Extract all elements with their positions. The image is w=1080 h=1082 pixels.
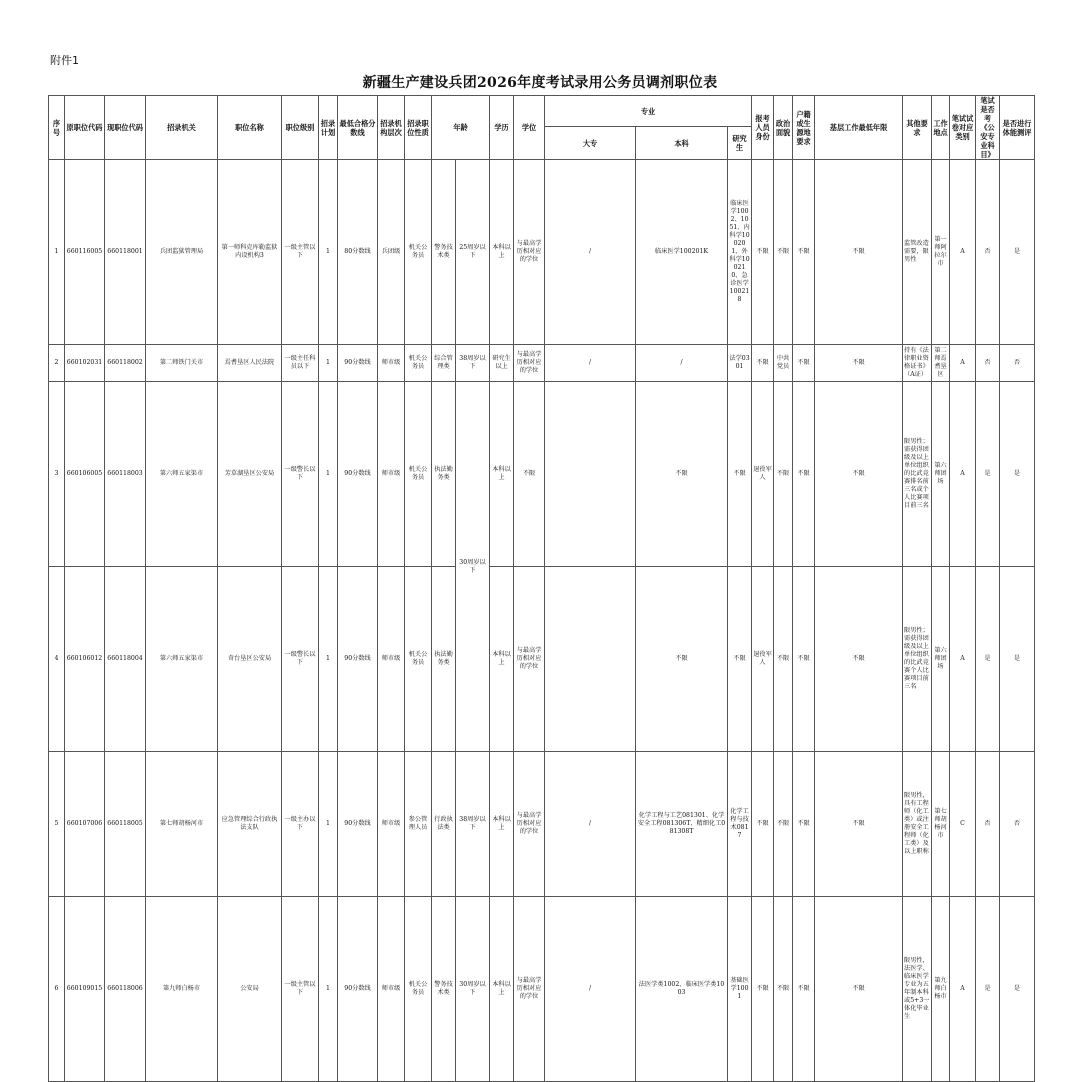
cell-police-test: 是 xyxy=(976,897,1000,1082)
cell-fitness: 否 xyxy=(1000,345,1035,382)
header-position: 职位名称 xyxy=(218,96,282,160)
cell-seq: 5 xyxy=(49,752,65,897)
cell-type: 警务技术类 xyxy=(432,160,456,345)
cell-level: 一级主任科员以下 xyxy=(282,345,319,382)
cell-level: 一级主办以下 xyxy=(282,752,319,897)
cell-age: 30周岁以下 xyxy=(456,382,490,752)
cell-exam-type: A xyxy=(950,160,976,345)
cell-exam-type: A xyxy=(950,567,976,752)
cell-location: 第六师团场 xyxy=(932,567,950,752)
cell-graduate: 临床医学1002、1051、内科学100201、外科学100210、急诊医学100218 xyxy=(728,160,752,345)
cell-college: / xyxy=(545,752,636,897)
cell-nature: 机关公务员 xyxy=(405,567,432,752)
header-grassroots: 基层工作最低年限 xyxy=(815,96,903,160)
cell-type: 警务技术类 xyxy=(432,897,456,1082)
cell-identity: 不限 xyxy=(752,345,774,382)
cell-graduate: 化学工程与技术0817 xyxy=(728,752,752,897)
cell-age: 25周岁以下 xyxy=(456,160,490,345)
header-police-test: 笔试是否考《公安专业科目》 xyxy=(976,96,1000,160)
cell-agency-level: 师市级 xyxy=(378,382,405,567)
cell-score: 80分数线 xyxy=(338,160,378,345)
cell-agency-level: 师市级 xyxy=(378,567,405,752)
cell-type: 执法勤务类 xyxy=(432,567,456,752)
cell-bachelor: 不限 xyxy=(636,567,728,752)
header-new-code: 现职位代码 xyxy=(105,96,146,160)
cell-orig-code: 660106005 xyxy=(65,382,105,567)
cell-degree: 与最高学历相对应的学位 xyxy=(514,345,545,382)
cell-type: 行政执法类 xyxy=(432,752,456,897)
cell-political: 不限 xyxy=(774,567,793,752)
cell-political: 不限 xyxy=(774,160,793,345)
cell-political: 不限 xyxy=(774,382,793,567)
cell-college xyxy=(545,382,636,567)
cell-exam-type: A xyxy=(950,382,976,567)
table-row xyxy=(49,897,1035,1082)
cell-age: 38周岁以下 xyxy=(456,345,490,382)
cell-location: 第二师焉耆垦区 xyxy=(932,345,950,382)
cell-agency: 第六师五家渠市 xyxy=(146,567,218,752)
header-graduate: 研究生 xyxy=(728,127,752,160)
cell-bachelor: 化学工程与工艺081301、化学安全工程081306T、精细化工081308T xyxy=(636,752,728,897)
cell-degree: 与最高学历相对应的学位 xyxy=(514,160,545,345)
cell-identity: 不限 xyxy=(752,752,774,897)
header-bachelor: 本科 xyxy=(636,127,728,160)
document-title: 新疆生产建设兵团2026年度考试录用公务员调剂职位表 xyxy=(362,75,718,91)
cell-agency-level: 师市级 xyxy=(378,752,405,897)
header-political: 政治面貌 xyxy=(774,96,793,160)
cell-police-test: 否 xyxy=(976,752,1000,897)
cell-grassroots: 不限 xyxy=(815,382,903,567)
cell-plan: 1 xyxy=(319,897,338,1082)
cell-grassroots: 不限 xyxy=(815,160,903,345)
cell-level: 一级主管以下 xyxy=(282,897,319,1082)
header-fitness: 是否进行体能测评 xyxy=(1000,96,1035,160)
cell-position: 焉耆垦区人民法院 xyxy=(218,345,282,382)
cell-plan: 1 xyxy=(319,752,338,897)
cell-hukou: 不限 xyxy=(793,567,815,752)
cell-agency: 第七师胡杨河市 xyxy=(146,752,218,897)
cell-seq: 2 xyxy=(49,345,65,382)
cell-level: 一级主管以下 xyxy=(282,160,319,345)
cell-exam-type: A xyxy=(950,345,976,382)
cell-other: 监管改造需要，限男性 xyxy=(903,160,932,345)
cell-orig-code: 660116005 xyxy=(65,160,105,345)
cell-orig-code: 660109015 xyxy=(65,897,105,1082)
cell-agency: 第六师五家渠市 xyxy=(146,382,218,567)
cell-other: 限男性，具有工程师（化工类）或注册安全工程师（化工类）及以上职称 xyxy=(903,752,932,897)
header-exam-type: 笔试试卷对应类别 xyxy=(950,96,976,160)
cell-new-code: 660118006 xyxy=(105,897,146,1082)
header-other: 其他要求 xyxy=(903,96,932,160)
header-agency: 招录机关 xyxy=(146,96,218,160)
header-major: 专业 xyxy=(545,96,752,127)
cell-edu: 本科以上 xyxy=(490,567,514,752)
cell-other: 限男性；需获得团级及以上单位组织的比武竞赛个人比赛项目前三名 xyxy=(903,567,932,752)
cell-identity: 不限 xyxy=(752,897,774,1082)
cell-seq: 3 xyxy=(49,382,65,567)
cell-fitness: 是 xyxy=(1000,897,1035,1082)
header-score: 最低合格分数线 xyxy=(338,96,378,160)
table-row xyxy=(49,160,1035,345)
cell-plan: 1 xyxy=(319,160,338,345)
cell-new-code: 660118004 xyxy=(105,567,146,752)
cell-graduate: 基础医学1001 xyxy=(728,897,752,1082)
cell-police-test: 否 xyxy=(976,345,1000,382)
table-row xyxy=(49,382,1035,567)
cell-score: 90分数线 xyxy=(338,752,378,897)
cell-new-code: 660118005 xyxy=(105,752,146,897)
cell-nature: 机关公务员 xyxy=(405,897,432,1082)
cell-police-test: 是 xyxy=(976,382,1000,567)
cell-seq: 1 xyxy=(49,160,65,345)
cell-hukou: 不限 xyxy=(793,160,815,345)
cell-fitness: 是 xyxy=(1000,382,1035,567)
cell-bachelor: 法医学类1002、临床医学类1003 xyxy=(636,897,728,1082)
cell-position: 芳草湖垦区公安局 xyxy=(218,382,282,567)
cell-score: 90分数线 xyxy=(338,345,378,382)
cell-police-test: 是 xyxy=(976,567,1000,752)
cell-seq: 4 xyxy=(49,567,65,752)
cell-hukou: 不限 xyxy=(793,752,815,897)
header-agency-level: 招录机构层次 xyxy=(378,96,405,160)
cell-identity: 退役军人 xyxy=(752,567,774,752)
cell-new-code: 660118001 xyxy=(105,160,146,345)
cell-grassroots: 不限 xyxy=(815,897,903,1082)
header-college: 大专 xyxy=(545,127,636,160)
cell-grassroots: 不限 xyxy=(815,752,903,897)
cell-hukou: 不限 xyxy=(793,897,815,1082)
header-seq: 序号 xyxy=(49,96,65,160)
header-age: 年龄 xyxy=(432,96,490,160)
cell-grassroots: 不限 xyxy=(815,567,903,752)
cell-college xyxy=(545,567,636,752)
header-nature: 招录职位性质 xyxy=(405,96,432,160)
cell-degree: 与最高学历相对应的学位 xyxy=(514,897,545,1082)
header-identity: 报考人员身份 xyxy=(752,96,774,160)
cell-seq: 6 xyxy=(49,897,65,1082)
cell-graduate: 不限 xyxy=(728,382,752,567)
cell-police-test: 否 xyxy=(976,160,1000,345)
cell-type: 综合管理类 xyxy=(432,345,456,382)
cell-other: 限男性，法医学、临床医学专业为五年制本科或5+3一体化毕业生 xyxy=(903,897,932,1082)
cell-score: 90分数线 xyxy=(338,567,378,752)
cell-agency-level: 兵团级 xyxy=(378,160,405,345)
positions-table xyxy=(48,95,1035,1082)
cell-agency: 第二师铁门关市 xyxy=(146,345,218,382)
cell-score: 90分数线 xyxy=(338,382,378,567)
table-row xyxy=(49,752,1035,897)
cell-location: 第七师胡杨河市 xyxy=(932,752,950,897)
cell-plan: 1 xyxy=(319,345,338,382)
table-row xyxy=(49,345,1035,382)
cell-nature: 机关公务员 xyxy=(405,160,432,345)
cell-nature: 参公管理人员 xyxy=(405,752,432,897)
cell-level: 一级警长以下 xyxy=(282,567,319,752)
cell-score: 90分数线 xyxy=(338,897,378,1082)
cell-degree: 与最高学历相对应的学位 xyxy=(514,752,545,897)
cell-agency-level: 师市级 xyxy=(378,345,405,382)
cell-hukou: 不限 xyxy=(793,345,815,382)
header-degree: 学位 xyxy=(514,96,545,160)
cell-nature: 机关公务员 xyxy=(405,382,432,567)
cell-position: 奇台垦区公安局 xyxy=(218,567,282,752)
cell-type: 执法勤务类 xyxy=(432,382,456,567)
cell-college: / xyxy=(545,345,636,382)
cell-bachelor: 临床医学100201K xyxy=(636,160,728,345)
cell-plan: 1 xyxy=(319,382,338,567)
cell-political: 不限 xyxy=(774,752,793,897)
cell-location: 第九师白杨市 xyxy=(932,897,950,1082)
cell-identity: 不限 xyxy=(752,160,774,345)
cell-other: 限男性；需获得团级及以上单位组织的比武竞赛排名前三名或个人比赛项目前三名 xyxy=(903,382,932,567)
cell-graduate: 不限 xyxy=(728,567,752,752)
cell-other: 持有《法律职业资格证书》（A证） xyxy=(903,345,932,382)
cell-edu: 本科以上 xyxy=(490,160,514,345)
header-plan: 招录计划 xyxy=(319,96,338,160)
header-edu: 学历 xyxy=(490,96,514,160)
cell-agency: 第九师白杨市 xyxy=(146,897,218,1082)
cell-edu: 本科以上 xyxy=(490,382,514,567)
cell-nature: 机关公务员 xyxy=(405,345,432,382)
cell-location: 第六师团场 xyxy=(932,382,950,567)
cell-exam-type: C xyxy=(950,752,976,897)
cell-bachelor: 不限 xyxy=(636,382,728,567)
cell-location: 第一师阿拉尔市 xyxy=(932,160,950,345)
header-level: 职位级别 xyxy=(282,96,319,160)
cell-political: 中共党员 xyxy=(774,345,793,382)
cell-position: 第一师科克库勒监狱内设机构3 xyxy=(218,160,282,345)
table-row xyxy=(49,567,1035,752)
cell-fitness: 是 xyxy=(1000,160,1035,345)
cell-political: 不限 xyxy=(774,897,793,1082)
attachment-label: 附件1 xyxy=(50,54,79,67)
cell-fitness: 否 xyxy=(1000,752,1035,897)
header-location: 工作地点 xyxy=(932,96,950,160)
cell-college: / xyxy=(545,160,636,345)
cell-orig-code: 660106012 xyxy=(65,567,105,752)
cell-hukou: 不限 xyxy=(793,382,815,567)
cell-edu: 本科以上 xyxy=(490,897,514,1082)
cell-orig-code: 660107006 xyxy=(65,752,105,897)
cell-degree: 与最高学历相对应的学位 xyxy=(514,567,545,752)
cell-graduate: 法学0301 xyxy=(728,345,752,382)
cell-age: 30周岁以下 xyxy=(456,897,490,1082)
cell-plan: 1 xyxy=(319,567,338,752)
cell-new-code: 660118002 xyxy=(105,345,146,382)
cell-edu: 研究生以上 xyxy=(490,345,514,382)
cell-level: 一级警长以下 xyxy=(282,382,319,567)
cell-new-code: 660118003 xyxy=(105,382,146,567)
cell-fitness: 是 xyxy=(1000,567,1035,752)
cell-age: 38周岁以下 xyxy=(456,752,490,897)
cell-edu: 本科以上 xyxy=(490,752,514,897)
cell-grassroots: 不限 xyxy=(815,345,903,382)
cell-exam-type: A xyxy=(950,897,976,1082)
cell-bachelor: / xyxy=(636,345,728,382)
cell-orig-code: 660102031 xyxy=(65,345,105,382)
header-orig-code: 原职位代码 xyxy=(65,96,105,160)
table-body xyxy=(49,160,1035,1082)
cell-college: / xyxy=(545,897,636,1082)
header-hukou: 户籍或生源地要求 xyxy=(793,96,815,160)
cell-position: 公安局 xyxy=(218,897,282,1082)
cell-agency-level: 师市级 xyxy=(378,897,405,1082)
cell-degree: 不限 xyxy=(514,382,545,567)
cell-agency: 兵团监狱管理局 xyxy=(146,160,218,345)
cell-identity: 退役军人 xyxy=(752,382,774,567)
cell-position: 应急管理综合行政执法支队 xyxy=(218,752,282,897)
